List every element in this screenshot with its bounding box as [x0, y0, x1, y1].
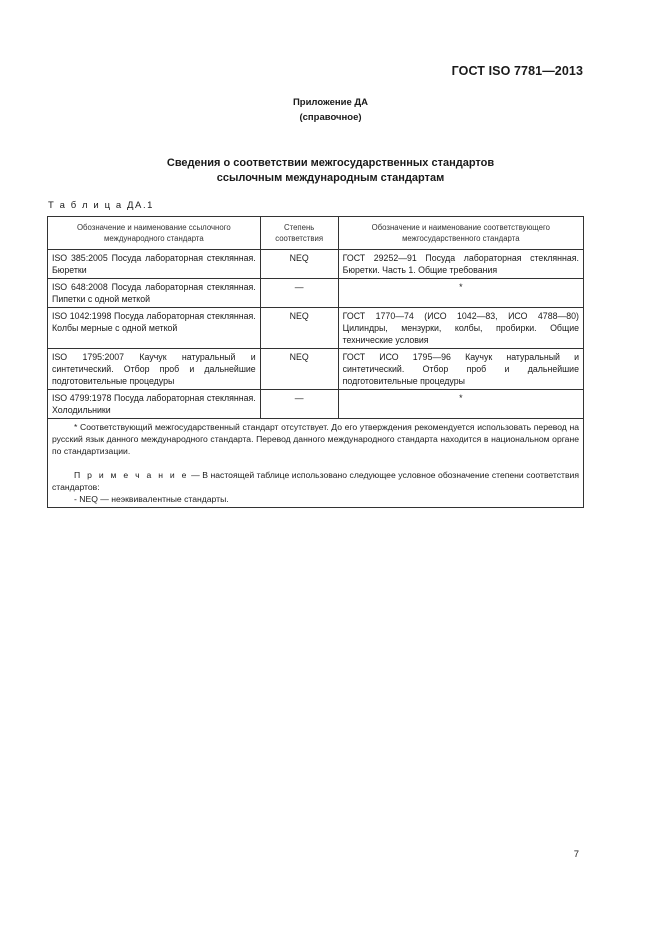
page-title-line-2: ссылочным международным стандартам	[216, 172, 445, 184]
note-item: - NEQ — неэквивалентные стандарты.	[74, 494, 229, 504]
cell-gost: *	[338, 390, 583, 419]
document-code: ГОСТ ISO 7781—2013	[451, 64, 583, 78]
table-row	[48, 390, 584, 419]
cell-reference: ISO 4799:1978 Посуда лабораторная стеклянная. Холодильники	[48, 390, 261, 419]
table-header-row	[48, 217, 584, 250]
note-label: П р и м е ч а н и е	[74, 470, 189, 480]
cell-degree: NEQ	[260, 250, 338, 279]
table-row	[48, 308, 584, 349]
cell-degree: —	[260, 390, 338, 419]
cell-degree: NEQ	[260, 349, 338, 390]
note-paragraph	[52, 469, 579, 493]
cell-gost: ГОСТ ИСО 1795—96 Каучук натуральный и синтетический. Отбор проб и дальнейшие подготовительные процедуры	[338, 349, 583, 390]
table-label: Т а б л и ц а ДА.1	[48, 200, 155, 211]
table-footnote-row	[48, 419, 584, 508]
cell-reference: ISO 1042:1998 Посуда лабораторная стеклянная. Колбы мерные с одной меткой	[48, 308, 261, 349]
annex-subtitle: (справочное)	[299, 112, 362, 123]
table-row	[48, 250, 584, 279]
cell-gost: *	[338, 279, 583, 308]
page-number: 7	[573, 849, 579, 860]
annex-heading	[0, 95, 661, 125]
cell-reference: ISO 1795:2007 Каучук натуральный и синтетический. Отбор проб и дальнейшие подготовительные процедуры	[48, 349, 261, 390]
table-row	[48, 349, 584, 390]
table-footnote-cell	[48, 419, 584, 508]
header-reference-standard: Обозначение и наименование ссылочного международного стандарта	[48, 217, 261, 250]
note-text: — В настоящей таблице использовано следующее условное обозначение степени соответствия стандартов:	[52, 470, 579, 492]
footnote-text: * Соответствующий межгосударственный стандарт отсутствует. До его утверждения рекомендуется использовать перевод на русский язык данного международного стандарта. Перевод данного международного стандарта находится в национальном органе по стандартизации.	[52, 422, 579, 456]
page-title	[0, 156, 661, 186]
cell-gost: ГОСТ 29252—91 Посуда лабораторная стеклянная. Бюретки. Часть 1. Общие требования	[338, 250, 583, 279]
correspondence-table	[47, 216, 584, 508]
cell-gost: ГОСТ 1770—74 (ИСО 1042—83, ИСО 4788—80) Цилиндры, мензурки, колбы, пробирки. Общие технические условия	[338, 308, 583, 349]
cell-reference: ISO 385:2005 Посуда лабораторная стеклянная. Бюретки	[48, 250, 261, 279]
page-title-line-1: Сведения о соответствии межгосударственных стандартов	[166, 157, 495, 169]
annex-title: Приложение ДА	[292, 97, 369, 108]
cell-degree: NEQ	[260, 308, 338, 349]
header-interstate-standard: Обозначение и наименование соответствующего межгосударственного стандарта	[338, 217, 583, 250]
table-row	[48, 279, 584, 308]
header-degree: Степень соответствия	[260, 217, 338, 250]
cell-degree: —	[260, 279, 338, 308]
cell-reference: ISO 648:2008 Посуда лабораторная стеклянная. Пипетки с одной меткой	[48, 279, 261, 308]
